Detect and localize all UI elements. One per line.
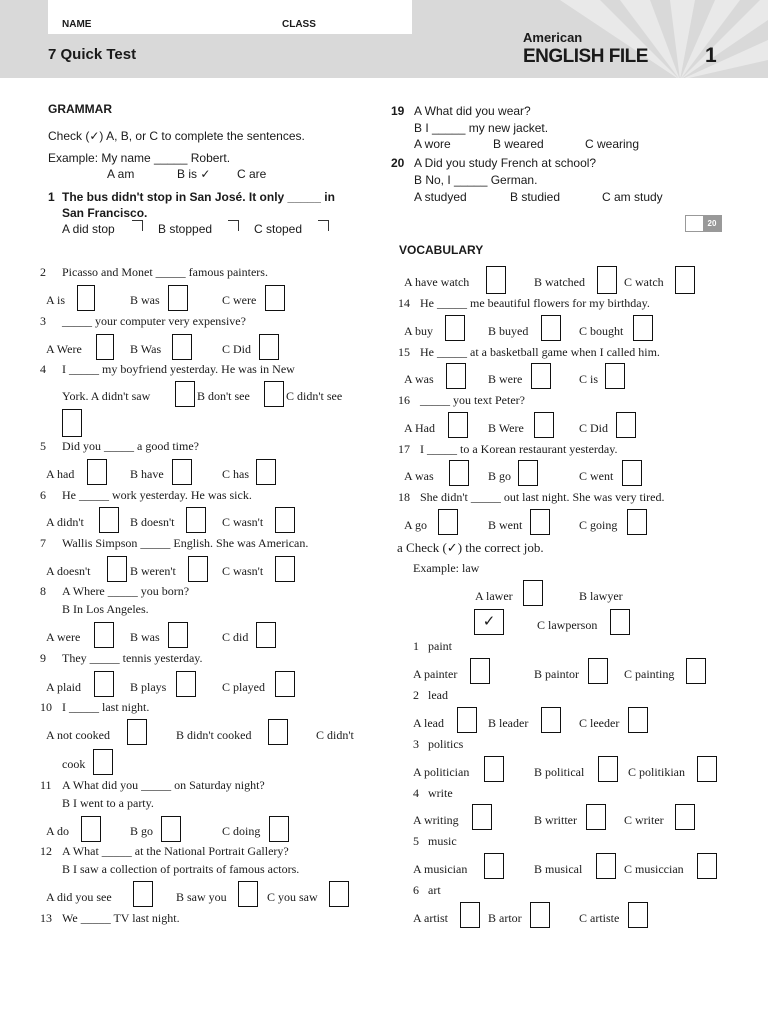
- option-label: C did: [222, 630, 249, 644]
- job-word: paint: [428, 639, 452, 653]
- option-label: C am study: [602, 190, 663, 204]
- answer-checkbox[interactable]: [87, 459, 107, 485]
- score-total: 20: [703, 216, 721, 231]
- question-number: 20: [391, 156, 405, 170]
- option-label: A didn't: [46, 515, 84, 529]
- option-label: B went: [488, 518, 523, 532]
- option-label: A Were: [46, 342, 82, 356]
- answer-checkbox[interactable]: [94, 622, 114, 648]
- option-label: C wasn't: [222, 564, 264, 578]
- option-label: C going: [579, 518, 618, 532]
- job-number: 6: [413, 883, 419, 897]
- class-label: CLASS: [282, 19, 316, 30]
- option-label: A is: [46, 293, 66, 307]
- option-label: A plaid: [46, 680, 81, 694]
- option-label: C wasn't: [222, 515, 264, 529]
- answer-checkbox[interactable]: [172, 459, 192, 485]
- answer-checkbox[interactable]: [460, 902, 480, 928]
- question-text: _____ your computer very expensive?: [62, 314, 246, 328]
- answer-checkbox[interactable]: [523, 580, 543, 606]
- question-number: 10: [40, 700, 52, 714]
- answer-checkbox[interactable]: [484, 756, 504, 782]
- job-word: lead: [428, 688, 448, 702]
- question-text: They _____ tennis yesterday.: [62, 651, 203, 665]
- answer-checkbox[interactable]: [161, 816, 181, 842]
- option-label: A painter: [413, 667, 458, 681]
- option-label: C watch: [624, 275, 664, 289]
- job-number: 4: [413, 786, 419, 800]
- answer-checkbox[interactable]: [633, 315, 653, 341]
- answer-checkbox[interactable]: [541, 707, 561, 733]
- answer-checkbox[interactable]: [530, 509, 550, 535]
- brand-small: American: [523, 30, 583, 45]
- answer-checkbox[interactable]: [132, 220, 143, 231]
- option-label: A lawer: [475, 589, 513, 603]
- question-number: 18: [398, 490, 410, 504]
- question-number: 8: [40, 584, 46, 598]
- option-label: B artor: [488, 911, 522, 925]
- option-label: A do: [46, 824, 70, 838]
- option-label: A wore: [414, 137, 451, 151]
- question-text: B I went to a party.: [62, 796, 154, 810]
- answer-checkbox[interactable]: [622, 460, 642, 486]
- answer-checkbox[interactable]: [186, 507, 206, 533]
- job-word: music: [428, 834, 457, 848]
- option-label: B don't see: [197, 389, 250, 403]
- option-label: A Had: [404, 421, 435, 435]
- question-number: 16: [398, 393, 410, 407]
- question-text: A Did you study French at school?: [414, 156, 597, 170]
- score-box: [685, 215, 722, 232]
- option-label: C played: [222, 680, 265, 694]
- answer-checkbox[interactable]: [686, 658, 706, 684]
- option-label: A musician: [413, 862, 468, 876]
- question-text: She didn't _____ out last night. She was very tired.: [420, 490, 665, 504]
- answer-checkbox[interactable]: [598, 756, 618, 782]
- question-number: 3: [40, 314, 46, 328]
- question-text: He _____ work yesterday. He was sick.: [62, 488, 252, 502]
- question-number: 7: [40, 536, 46, 550]
- answer-checkbox[interactable]: [77, 285, 95, 311]
- question-text: He _____ at a basketball game when I called him.: [420, 345, 660, 359]
- check-mark-icon: ✓: [482, 612, 496, 630]
- jobs-instruction: a Check (✓) the correct job.: [397, 540, 544, 555]
- option-label: C Did: [222, 342, 252, 356]
- option-label: B watched: [534, 275, 585, 289]
- question-number: 2: [40, 265, 46, 279]
- answer-checkbox[interactable]: [531, 363, 551, 389]
- option-label: B weren't: [130, 564, 176, 578]
- answer-checkbox[interactable]: [94, 671, 114, 697]
- option-label: C painting: [624, 667, 675, 681]
- option-label: B didn't cooked: [176, 728, 252, 742]
- option-label: C politikian: [628, 765, 685, 779]
- example-option-a: A am: [107, 167, 135, 181]
- question-text: A What did you wear?: [414, 104, 531, 118]
- answer-checkbox[interactable]: [697, 756, 717, 782]
- answer-checkbox[interactable]: [275, 507, 295, 533]
- option-label: B lawyer: [579, 589, 623, 603]
- question-text: Wallis Simpson _____ English. She was American.: [62, 536, 309, 550]
- option-label: A doesn't: [46, 564, 91, 578]
- option-label: A buy: [404, 324, 434, 338]
- page-header: [0, 0, 768, 78]
- job-word: politics: [428, 737, 464, 751]
- question-number: 5: [40, 439, 46, 453]
- question-number: 4: [40, 362, 46, 376]
- question-text: B I saw a collection of portraits of famous actors.: [62, 862, 300, 876]
- option-label: A go: [404, 518, 428, 532]
- answer-checkbox[interactable]: [446, 363, 466, 389]
- option-label: C wearing: [585, 137, 640, 151]
- answer-checkbox[interactable]: [96, 334, 114, 360]
- brand-logo: ENGLISH FILE: [523, 46, 648, 67]
- question-number: 19: [391, 104, 405, 118]
- option-label: A politician: [413, 765, 470, 779]
- job-number: 2: [413, 688, 419, 702]
- job-number: 3: [413, 737, 419, 751]
- question-text: Picasso and Monet _____ famous painters.: [62, 265, 268, 279]
- option-label: B go: [488, 469, 512, 483]
- option-label: C lawperson: [537, 618, 598, 632]
- answer-checkbox[interactable]: [484, 853, 504, 879]
- answer-checkbox[interactable]: [596, 853, 616, 879]
- option-label: B was: [130, 293, 160, 307]
- option-label: C didn't see: [286, 389, 343, 403]
- answer-checkbox[interactable]: [188, 556, 208, 582]
- grammar-instruction: Check (✓) A, B, or C to complete the sentences.: [48, 129, 305, 143]
- answer-checkbox[interactable]: [675, 804, 695, 830]
- answer-checkbox[interactable]: [449, 460, 469, 486]
- answer-checkbox[interactable]: [445, 315, 465, 341]
- answer-checkbox[interactable]: [107, 556, 127, 582]
- answer-checkbox[interactable]: [259, 334, 279, 360]
- answer-checkbox[interactable]: [264, 381, 284, 407]
- answer-checkbox[interactable]: [616, 412, 636, 438]
- example-sentence: Example: My name _____ Robert.: [48, 151, 231, 165]
- answer-checkbox[interactable]: [541, 315, 561, 341]
- option-label: A not cooked: [46, 728, 110, 742]
- option-label: B buyed: [488, 324, 529, 338]
- option-label: C you saw: [267, 890, 318, 904]
- question-text: Did you _____ a good time?: [62, 439, 199, 453]
- answer-checkbox[interactable]: [610, 609, 630, 635]
- option-label: A did stop: [62, 222, 115, 236]
- answer-checkbox[interactable]: [256, 459, 276, 485]
- example-option-b: B is ✓: [177, 167, 211, 181]
- job-number: 1: [413, 639, 419, 653]
- answer-checkbox[interactable]: [627, 509, 647, 535]
- option-label: A was: [404, 469, 434, 483]
- answer-checkbox[interactable]: [448, 412, 468, 438]
- answer-checkbox[interactable]: [472, 804, 492, 830]
- option-label: B go: [130, 824, 154, 838]
- question-text: B I _____ my new jacket.: [414, 121, 549, 135]
- option-label: C is: [579, 372, 599, 386]
- answer-checkbox[interactable]: [318, 220, 329, 231]
- question-text: I _____ last night.: [62, 700, 150, 714]
- question-text: A What _____ at the National Portrait Gallery?: [62, 844, 289, 858]
- answer-checkbox[interactable]: [628, 902, 648, 928]
- question-text: We _____ TV last night.: [62, 911, 180, 925]
- question-number: 11: [40, 778, 52, 792]
- answer-checkbox[interactable]: [486, 266, 506, 294]
- name-class-box: [48, 0, 412, 34]
- answer-checkbox[interactable]: [265, 285, 285, 311]
- name-label: NAME: [62, 19, 92, 30]
- option-label: B paintor: [534, 667, 579, 681]
- option-label: B saw you: [176, 890, 227, 904]
- option-label: C bought: [579, 324, 624, 338]
- answer-checkbox[interactable]: [534, 412, 554, 438]
- answer-checkbox[interactable]: [597, 266, 617, 294]
- answer-checkbox[interactable]: [172, 334, 192, 360]
- answer-checkbox[interactable]: [269, 816, 289, 842]
- answer-checkbox[interactable]: [256, 622, 276, 648]
- option-label: C were: [222, 293, 257, 307]
- option-label: A writing: [413, 813, 459, 827]
- grammar-heading: GRAMMAR: [48, 102, 112, 116]
- answer-checkbox[interactable]: [628, 707, 648, 733]
- answer-checkbox[interactable]: [168, 285, 188, 311]
- question-number: 1: [48, 190, 55, 204]
- question-text: York. A didn't saw: [62, 389, 151, 403]
- option-label: A was: [404, 372, 434, 386]
- question-text: B No, I _____ German.: [414, 173, 538, 187]
- question-text: He _____ me beautiful flowers for my birthday.: [420, 296, 650, 310]
- answer-checkbox[interactable]: [62, 409, 82, 437]
- option-label: B stopped: [158, 222, 213, 236]
- option-label: A lead: [413, 716, 444, 730]
- question-text: B In Los Angeles.: [62, 602, 149, 616]
- answer-checkbox[interactable]: [238, 881, 258, 907]
- option-label: A studyed: [414, 190, 467, 204]
- question-number: 17: [398, 442, 410, 456]
- option-label: C didn't: [316, 728, 354, 742]
- book-number: 1: [705, 44, 717, 67]
- answer-checkbox[interactable]: [329, 881, 349, 907]
- answer-checkbox[interactable]: [81, 816, 101, 842]
- option-label: C went: [579, 469, 614, 483]
- answer-checkbox[interactable]: [228, 220, 239, 231]
- answer-checkbox[interactable]: [518, 460, 538, 486]
- option-label: B leader: [488, 716, 529, 730]
- option-label: C artiste: [579, 911, 620, 925]
- test-title: 7 Quick Test: [48, 46, 137, 63]
- answer-checkbox[interactable]: [457, 707, 477, 733]
- answer-checkbox[interactable]: [275, 556, 295, 582]
- answer-checkbox[interactable]: [175, 381, 195, 407]
- option-label: C stoped: [254, 222, 303, 236]
- option-label: B musical: [534, 862, 583, 876]
- option-label: C musiccian: [624, 862, 684, 876]
- answer-checkbox[interactable]: [470, 658, 490, 684]
- question-text: I _____ my boyfriend yesterday. He was in New: [62, 362, 295, 376]
- question-text: _____ you text Peter?: [420, 393, 525, 407]
- answer-checkbox[interactable]: [268, 719, 288, 745]
- option-label: C Did: [579, 421, 609, 435]
- question-text: A Where _____ you born?: [62, 584, 190, 598]
- option-label: A had: [46, 467, 75, 481]
- answer-checkbox[interactable]: [588, 658, 608, 684]
- vocabulary-heading: VOCABULARY: [399, 243, 484, 257]
- answer-checkbox[interactable]: [168, 622, 188, 648]
- answer-checkbox[interactable]: [586, 804, 606, 830]
- example-option-c: C are: [237, 167, 267, 181]
- answer-checkbox[interactable]: [99, 507, 119, 533]
- option-label: B writter: [534, 813, 577, 827]
- option-label: B political: [534, 765, 585, 779]
- question-number: 14: [398, 296, 410, 310]
- option-label: C leeder: [579, 716, 620, 730]
- option-label: B Were: [488, 421, 524, 435]
- option-label: C writer: [624, 813, 664, 827]
- answer-checkbox[interactable]: [275, 671, 295, 697]
- job-word: art: [428, 883, 441, 897]
- answer-checkbox[interactable]: [93, 749, 113, 775]
- job-word: write: [428, 786, 453, 800]
- option-label: A were: [46, 630, 81, 644]
- question-text: I _____ to a Korean restaurant yesterday.: [420, 442, 618, 456]
- answer-checkbox[interactable]: [133, 881, 153, 907]
- question-text: The bus didn't stop in San José. It only _____ in: [62, 190, 335, 204]
- answer-checkbox[interactable]: [530, 902, 550, 928]
- question-number: 9: [40, 651, 46, 665]
- option-label: A did you see: [46, 890, 112, 904]
- question-text: A What did you _____ on Saturday night?: [62, 778, 265, 792]
- option-label: B plays: [130, 680, 167, 694]
- job-number: 5: [413, 834, 419, 848]
- answer-checkbox[interactable]: [176, 671, 196, 697]
- jobs-example: Example: law: [413, 561, 480, 575]
- option-label: B Was: [130, 342, 162, 356]
- answer-checkbox[interactable]: [127, 719, 147, 745]
- option-label: A have watch: [404, 275, 470, 289]
- answer-checkbox[interactable]: [438, 509, 458, 535]
- question-number: 15: [398, 345, 410, 359]
- option-label: C doing: [222, 824, 261, 838]
- answer-checkbox[interactable]: [675, 266, 695, 294]
- answer-checkbox[interactable]: [605, 363, 625, 389]
- option-label: B have: [130, 467, 164, 481]
- checked-box[interactable]: [474, 609, 504, 635]
- option-label: B was: [130, 630, 160, 644]
- option-label: C has: [222, 467, 249, 481]
- option-label: B studied: [510, 190, 561, 204]
- option-label: B doesn't: [130, 515, 175, 529]
- question-text: San Francisco.: [62, 206, 148, 220]
- question-number: 12: [40, 844, 52, 858]
- option-label: cook: [62, 757, 86, 771]
- option-label: B weared: [493, 137, 544, 151]
- option-label: B were: [488, 372, 523, 386]
- question-number: 13: [40, 911, 52, 925]
- question-number: 6: [40, 488, 46, 502]
- option-label: A artist: [413, 911, 448, 925]
- answer-checkbox[interactable]: [697, 853, 717, 879]
